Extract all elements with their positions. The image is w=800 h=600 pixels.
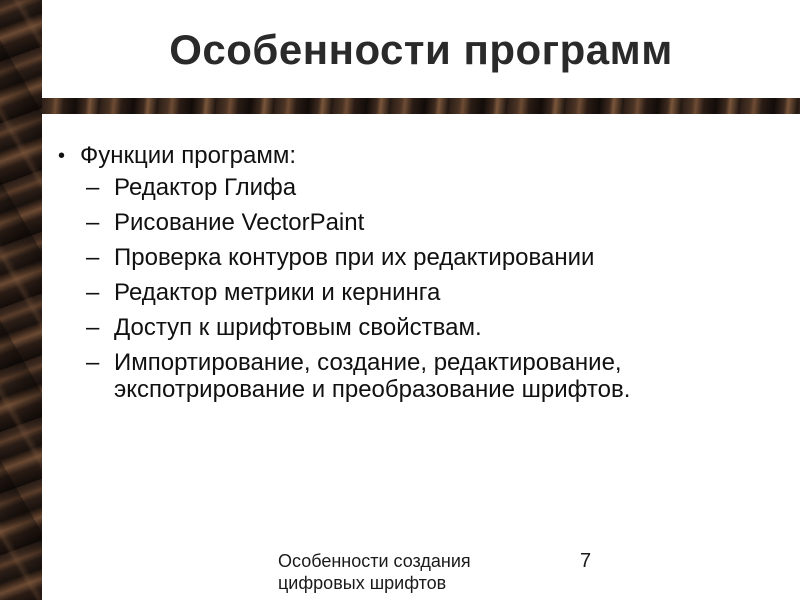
dash-icon: – [86, 244, 100, 271]
sub-bullet-text: Импортирование, создание, редактирование, экспотрирование и преобразование шрифтов. [114, 349, 631, 403]
decorative-title-rule [42, 98, 800, 114]
dash-icon: – [86, 314, 100, 341]
sub-bullet-list [80, 174, 776, 403]
bullet-text: Функции программ: [80, 142, 297, 169]
sub-bullet-item [80, 349, 776, 403]
sub-bullet-text: Проверка контуров при их редактировании [114, 244, 595, 271]
sub-bullet-text: Рисование VectorPaint [114, 209, 365, 236]
dash-icon: – [86, 174, 100, 201]
bullet-dot-icon: • [58, 145, 66, 167]
sub-bullet-item [80, 209, 776, 236]
footer-title: Особенности создания цифровых шрифтов [278, 551, 471, 593]
page-number: 7 [580, 550, 592, 572]
sub-bullet-item [80, 279, 776, 306]
sub-bullet-item [80, 244, 776, 271]
bullet-item [56, 140, 776, 403]
sub-bullet-text: Редактор метрики и кернинга [114, 279, 441, 306]
slide-title: Особенности программ [169, 26, 673, 73]
sub-bullet-text: Редактор Глифа [114, 174, 297, 201]
decorative-left-strip [0, 0, 42, 600]
dash-icon: – [86, 209, 100, 236]
dash-icon: – [86, 279, 100, 306]
bullet-list [56, 140, 776, 411]
sub-bullet-item [80, 314, 776, 341]
sub-bullet-item [80, 174, 776, 201]
dash-icon: – [86, 349, 100, 376]
sub-bullet-text: Доступ к шрифтовым свойствам. [114, 314, 482, 341]
